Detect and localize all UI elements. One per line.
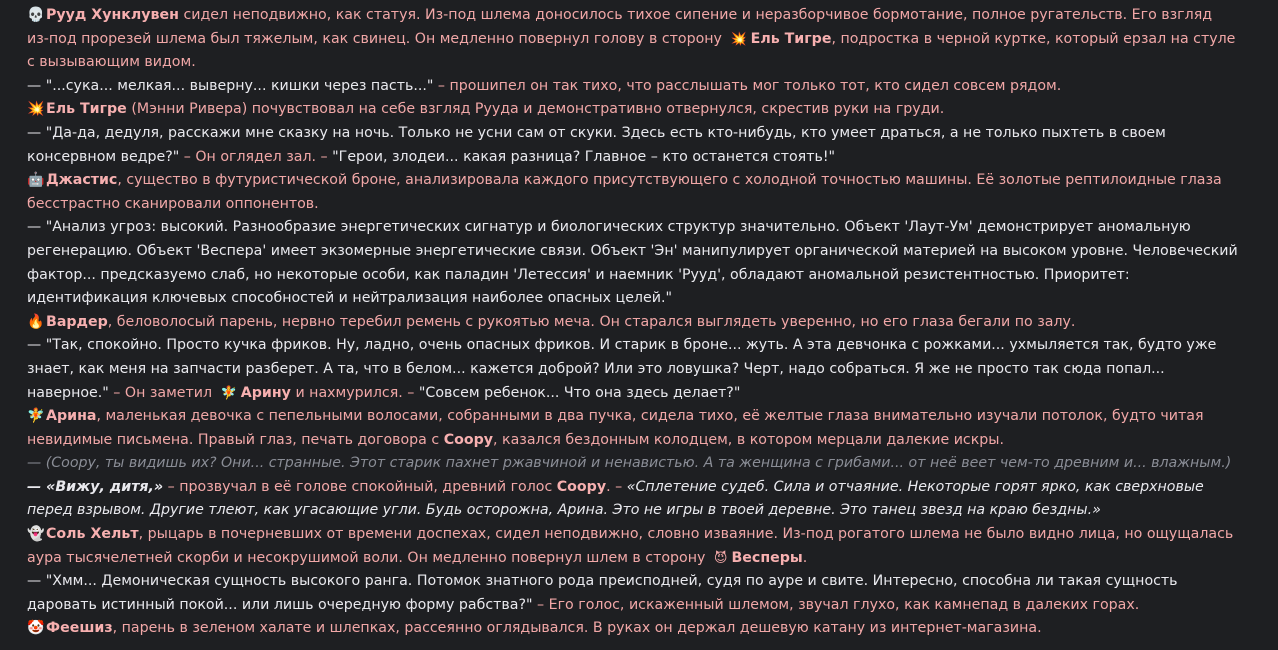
narration-text: – прошипел он так тихо, что расслышать мог только тот, кто сидел совсем рядом. [433, 77, 1062, 94]
narration-text: , рыцарь в почерневших от времени доспехах, сидел неподвижно, словно изваяние. Из-под рогатого шлема не было видно лица, но ощущалась аура тысячелетней скорби и несокрушимой воли. Он медленно повернул шлем в сторону [27, 526, 1234, 566]
character-name-sooru: Соору [556, 478, 607, 495]
character-name-justice: Джастис [46, 172, 118, 189]
dialogue-text: — «Вижу, дитя,» [27, 478, 164, 495]
message-arina-thought [27, 452, 1238, 476]
narration-text: – Он оглядел зал. – [179, 148, 333, 165]
message-ruud-speech [27, 75, 1238, 99]
dialogue-text: "Герои, злодеи... какая разница? Главное – кто останется стоять!" [332, 148, 836, 165]
message-varder-speech [27, 334, 1238, 405]
narration-text: , существо в футуристической броне, анализировала каждого присутствующего с холодной точностью машины. Её золотые рептилоидные глаза бесстрастно сканировали оппонентов. [27, 172, 1222, 212]
explosion-icon: 💥 [27, 101, 45, 118]
narration-text: – прозвучал в её голове спокойный, древний голос [163, 478, 557, 495]
narration-text: , казался бездонным колодцем, в котором мерцали далекие искры. [493, 431, 1005, 448]
narration-text: . [802, 549, 808, 566]
character-name-varder: Вардер [46, 313, 108, 330]
message-feeshiz-intro [27, 617, 1238, 641]
message-el-tigre-speech [27, 122, 1238, 169]
robot-icon: 🤖 [27, 172, 45, 189]
narration-text: , беловолосый парень, нервно теребил ремень с рукоятью меча. Он старался выглядеть уверенно, но его глаза бегали по залу. [107, 313, 1076, 330]
message-ruud-intro [27, 4, 1238, 75]
character-name-arina: Арину [240, 384, 291, 401]
narration-text: (Мэнни Ривера) почувствовал на себе взгляд Рууда и демонстративно отвернулся, скрестив руки на груди. [126, 101, 945, 118]
character-name-el-tigre: Ель Тигре [46, 101, 127, 118]
narration-text: , подростка в черной куртке, который ерзал на стуле с вызывающим видом. [27, 30, 1236, 71]
thought-text: — (Соору, ты видишь их? Они... странные. Этот старик пахнет ржавчиной и ненавистью. А та женщина с грибами... от неё веет чем-то древним и... влажным.) [27, 455, 1232, 472]
ghost-icon: 👻 [27, 526, 45, 543]
character-name-ruud: Рууд Хунклувен [46, 7, 179, 23]
narration-text: , маленькая девочка с пепельными волосами, собранными в два пучка, сидела тихо, её желтые глаза внимательно изучали потолок, будто читая невидимые письмена. Правый глаз, печать договора с [27, 408, 1204, 448]
fairy-icon: 🧚 [220, 385, 237, 401]
dialogue-text: "Совсем ребенок... Что она здесь делает?" [418, 384, 741, 401]
narration-text: , парень в зеленом халате и шлепках, рассеянно оглядывался. В руках он держал дешевую катану из интернет-магазина. [112, 620, 1042, 637]
character-name-arina: Арина [46, 408, 97, 425]
narration-text: – Он заметил [108, 384, 217, 401]
message-el-tigre-intro [27, 98, 1238, 122]
message-justice-speech [27, 216, 1238, 310]
fire-icon: 🔥 [27, 313, 45, 330]
message-arina-intro [27, 405, 1238, 452]
dialogue-text: — "Да-да, дедуля, расскажи мне сказку на ночь. Только не усни сам от скуки. Здесь есть кто-нибудь, кто умеет драться, а не только пыхтеть в своем консервном ведре?" [27, 124, 1166, 165]
character-name-el-tigre: Ель Тигре [750, 30, 832, 47]
narration-text: и нахмурился. – [290, 384, 419, 401]
message-varder-intro [27, 311, 1238, 335]
clown-icon: 🤡 [27, 620, 45, 637]
skull-icon: 💀 [27, 7, 45, 23]
narration-text: сидел неподвижно, как статуя. Из-под шлема доносилось тихое сипение и неразборчивое бормотание, полное ругательств. Его взгляд из-под прорезей шлема был тяжелым, как свинец. Он медленно повернул голову в сторону [27, 7, 1213, 47]
message-sol-helt-intro [27, 523, 1238, 570]
dialogue-text: — "...сука... мелкая... выверну... кишки через пасть..." [27, 77, 434, 94]
explosion-icon: 💥 [730, 31, 747, 47]
fairy-icon: 🧚 [27, 408, 45, 425]
message-sooru-speech [27, 476, 1238, 523]
message-justice-intro [27, 169, 1238, 216]
dialogue-text: — "Анализ угроз: высокий. Разнообразие энергетических сигнатур и биологических структур значительно. Объект 'Лаут-Ум' демонстрирует аномальную регенерацию. Объект 'Веспера' имеет экзомерные энергетические связи. Объект 'Эн' манипулирует органической материей на высоком уровне. Человеческий фактор... предсказуемо слаб, но некоторые особи, как паладин 'Летессия' и наемник 'Рууд', обладают аномальной резистентностью. Приоритет: идентификация ключевых способностей и нейтрализация наиболее опасных целей." [27, 219, 1238, 307]
narration-text: . – [606, 478, 627, 495]
character-name-sooru: Соору [443, 431, 493, 448]
devil-icon: 😈 [713, 550, 728, 566]
character-name-feeshiz: Феешиз [46, 620, 113, 637]
character-name-sol-helt: Соль Хельт [46, 526, 139, 543]
dialogue-text: «Сплетение судеб. Сила и отчаяние. Некоторые горят ярко, как сверхновые перед взрывом. Другие тлеют, как угасающие угли. Будь осторожна, Арина. Это не игры в твоей деревне. Это танец звезд на краю бездны.» [27, 478, 1204, 519]
dialogue-text: — "Хмм... Демоническая сущность высокого ранга. Потомок знатного рода преисподней, судя по ауре и свите. Интересно, способна ли такая сущность даровать истинный покой... или лишь очередную форму рабства?" [27, 573, 1178, 613]
dialogue-text: — "Так, спокойно. Просто кучка фриков. Ну, ладно, очень опасных фриков. И старик в броне... жуть. А эта девчонка с рожками... ухмыляется так, будто уже знает, как меня на запчасти разберет. А та, что в белом... кажется доброй? Или это ловушка? Черт, надо собраться. Я же не просто так сюда попал... наверное." [27, 337, 1217, 401]
narration-text: – Его голос, искаженный шлемом, звучал глухо, как камнепад в далеких горах. [532, 596, 1140, 613]
character-name-vespera: Весперы [731, 549, 803, 566]
message-sol-helt-speech [27, 570, 1238, 617]
